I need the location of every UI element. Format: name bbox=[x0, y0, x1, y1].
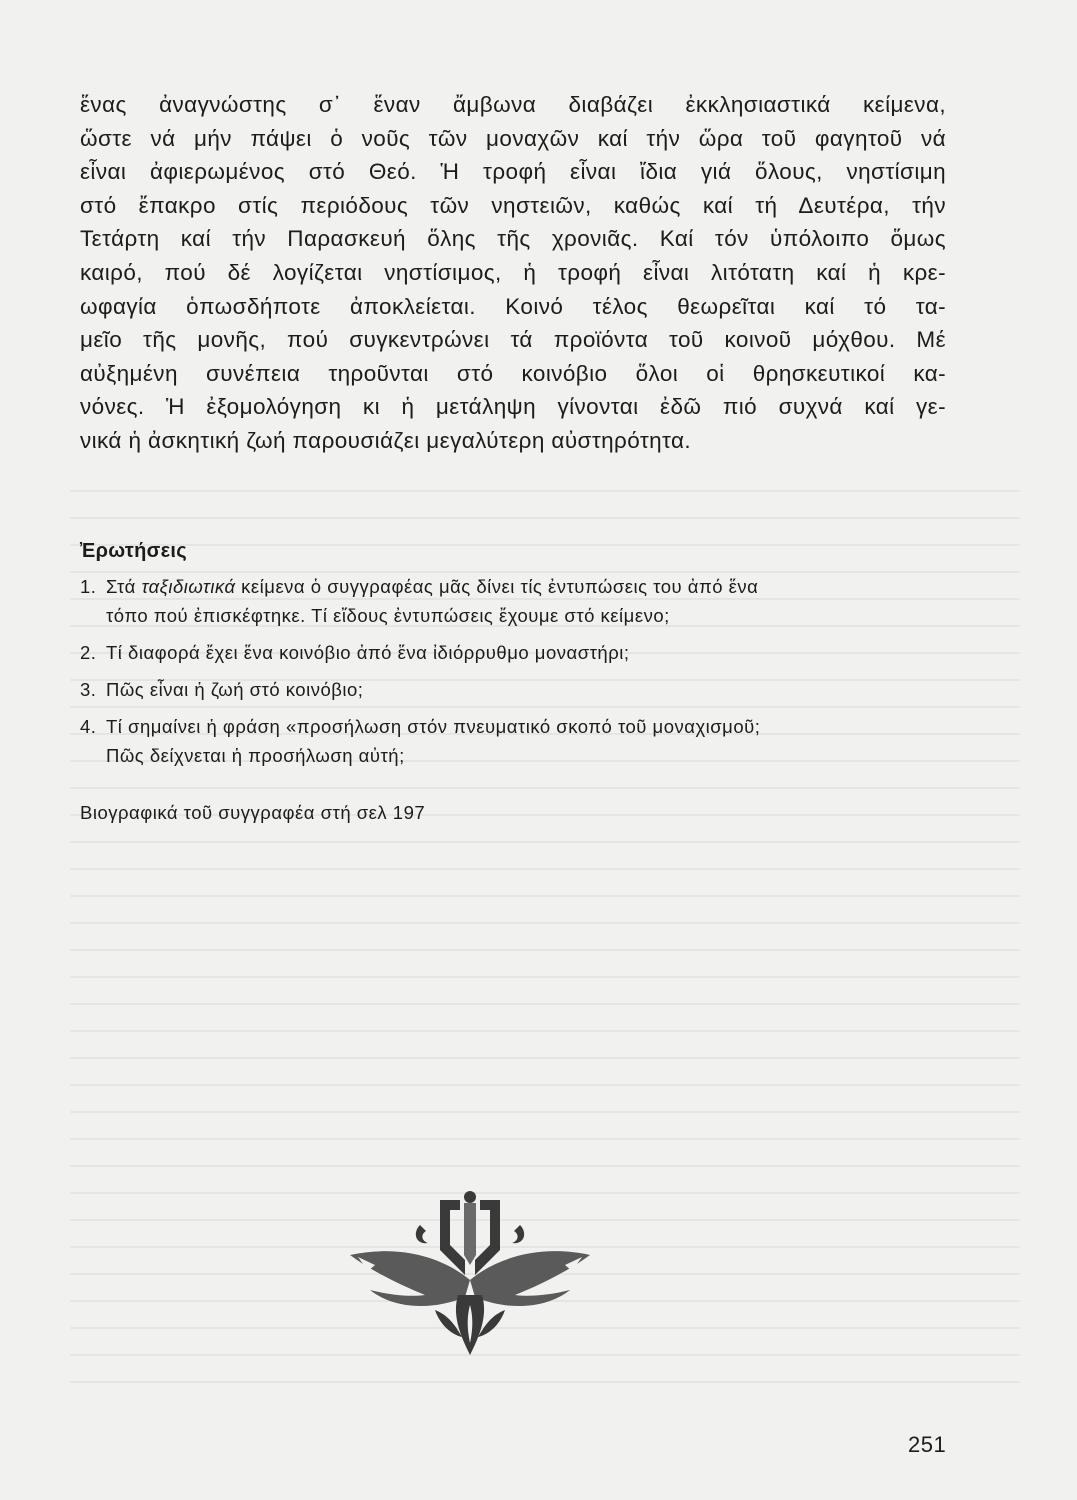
question-line: τόπο πού ἐπισκέφτηκε. Τί εἴδους ἐντυπώσεις ἔχουμε στό κείμενο; bbox=[106, 605, 670, 626]
body-line: αὐξημένη συνέπεια τηροῦνται στό κοινόβιο ὅλοι οἱ θρησκευτικοί κα- bbox=[80, 360, 946, 386]
body-line: ἕνας ἀναγνώστης σ᾿ ἕναν ἄμβωνα διαβάζει ἐκκλησιαστικά κείμενα, bbox=[80, 92, 946, 117]
question-number: 3. bbox=[80, 679, 97, 700]
question-item-3 bbox=[80, 675, 960, 704]
author-bio-note: Βιογραφικά τοῦ συγγραφέα στή σελ 197 bbox=[80, 802, 426, 823]
body-line: νόνες. Ἡ ἐξομολόγηση κι ἡ μετάληψη γίνονται ἐδῶ πιό συχνά καί γε- bbox=[80, 394, 946, 420]
italic-term: ταξιδιωτικά bbox=[141, 576, 236, 597]
body-line: εἶναι ἀφιερωμένος στό Θεό. Ἡ τροφή εἶναι ἴδια γιά ὅλους, νηστίσιμη bbox=[80, 159, 946, 185]
question-line: Στά ταξιδιωτικά κείμενα ὁ συγγραφέας μᾶς δίνει τίς ἐντυπώσεις του ἀπό ἕνα bbox=[106, 576, 759, 597]
question-number: 2. bbox=[80, 642, 97, 663]
body-line-last: νικά ἡ ἀσκητική ζωή παρουσιάζει μεγαλύτερη αὐστηρότητα. bbox=[80, 427, 692, 453]
question-line: Τί διαφορά ἔχει ἕνα κοινόβιο ἀπό ἕνα ἰδιόρρυθμο μοναστήρι; bbox=[106, 642, 630, 663]
body-line: ὥστε νά μήν πάψει ὁ νοῦς τῶν μοναχῶν καί τήν ὥρα τοῦ φαγητοῦ νά bbox=[80, 125, 946, 151]
questions-list bbox=[80, 572, 960, 770]
question-number: 4. bbox=[80, 716, 97, 737]
question-item-1 bbox=[80, 572, 960, 630]
folk-floral-ornament-icon bbox=[340, 1185, 600, 1365]
body-line: στό ἔπακρο στίς περιόδους τῶν νηστειῶν, καθώς καί τή Δευτέρα, τήν bbox=[80, 192, 946, 218]
question-number: 1. bbox=[80, 576, 97, 597]
question-line: Πῶς δείχνεται ἡ προσήλωση αὐτή; bbox=[106, 745, 405, 766]
body-line: Τετάρτη καί τήν Παρασκευή ὅλης τῆς χρονιᾶς. Καί τόν ὑπόλοιπο ὅμως bbox=[80, 226, 946, 252]
question-line: Πῶς εἶναι ἡ ζωή στό κοινόβιο; bbox=[106, 679, 364, 700]
body-paragraph bbox=[80, 88, 946, 458]
question-line: Τί σημαίνει ἡ φράση «προσήλωση στόν πνευματικό σκοπό τοῦ μοναχισμοῦ; bbox=[106, 716, 761, 737]
question-item-4 bbox=[80, 712, 960, 770]
question-item-2 bbox=[80, 638, 960, 667]
body-line: μεῖο τῆς μονῆς, πού συγκεντρώνει τά προϊόντα τοῦ κοινοῦ μόχθου. Μέ bbox=[80, 327, 946, 353]
questions-heading: Ἐρωτήσεις bbox=[80, 540, 187, 562]
body-line: ωφαγία ὁπωσδήποτε ἀποκλείεται. Κοινό τέλος θεωρεῖται καί τό τα- bbox=[80, 293, 946, 319]
page-number: 251 bbox=[908, 1432, 947, 1457]
body-line: καιρό, πού δέ λογίζεται νηστίσιμος, ἡ τροφή εἶναι λιτότατη καί ἡ κρε- bbox=[80, 259, 946, 285]
